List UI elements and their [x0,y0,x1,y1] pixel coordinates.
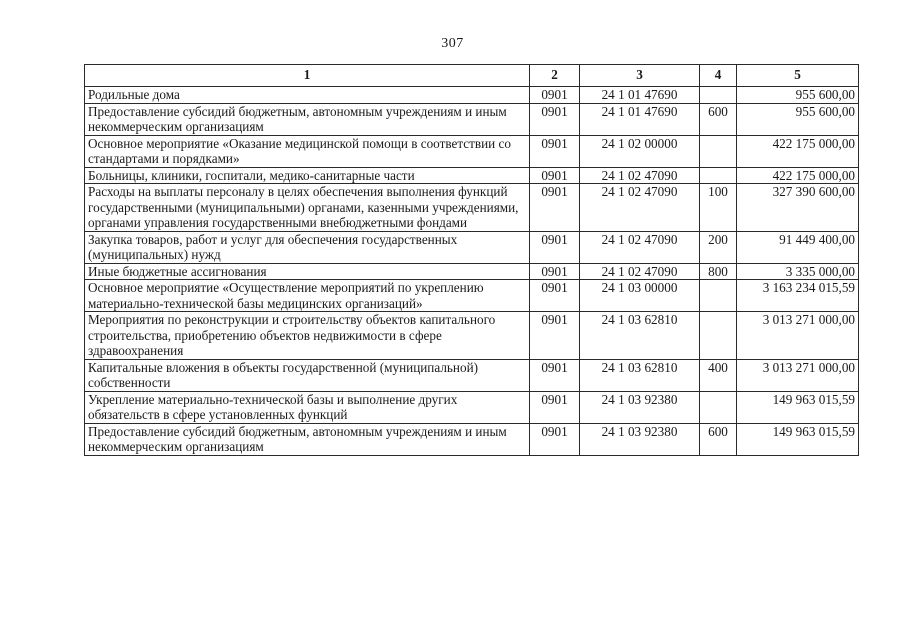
cell-amount: 3 013 271 000,00 [737,312,859,360]
cell-target-article: 24 1 03 62810 [580,359,700,391]
cell-expense-type [700,87,737,104]
table-row [85,231,859,263]
cell-target-article: 24 1 02 47090 [580,263,700,280]
cell-section-code: 0901 [530,103,580,135]
cell-amount: 422 175 000,00 [737,167,859,184]
table-body [85,87,859,456]
cell-name: Основное мероприятие «Оказание медицинской помощи в соответствии со стандартами и порядками» [85,135,530,167]
table-row [85,135,859,167]
cell-name: Иные бюджетные ассигнования [85,263,530,280]
cell-amount: 327 390 600,00 [737,184,859,232]
table-row [85,167,859,184]
cell-name: Капитальные вложения в объекты государственной (муниципальной) собственности [85,359,530,391]
cell-name: Закупка товаров, работ и услуг для обеспечения государственных (муниципальных) нужд [85,231,530,263]
cell-expense-type [700,280,737,312]
cell-section-code: 0901 [530,231,580,263]
header-col-4: 4 [700,65,737,87]
cell-expense-type: 600 [700,103,737,135]
cell-amount: 3 013 271 000,00 [737,359,859,391]
header-col-1: 1 [85,65,530,87]
cell-expense-type [700,167,737,184]
cell-target-article: 24 1 01 47690 [580,87,700,104]
table-row [85,87,859,104]
cell-section-code: 0901 [530,263,580,280]
cell-expense-type [700,312,737,360]
cell-target-article: 24 1 02 47090 [580,231,700,263]
cell-name: Расходы на выплаты персоналу в целях обеспечения выполнения функций государственными (муниципальными) органами, казенными учреждениями, органами управления государственными внебюджетными фондами [85,184,530,232]
cell-section-code: 0901 [530,391,580,423]
header-col-2: 2 [530,65,580,87]
cell-expense-type: 400 [700,359,737,391]
cell-target-article: 24 1 03 00000 [580,280,700,312]
table-row [85,359,859,391]
cell-amount: 91 449 400,00 [737,231,859,263]
table-row [85,423,859,455]
table-row [85,184,859,232]
cell-name: Родильные дома [85,87,530,104]
cell-section-code: 0901 [530,87,580,104]
cell-expense-type: 200 [700,231,737,263]
cell-target-article: 24 1 01 47690 [580,103,700,135]
table-header-row [85,65,859,87]
cell-amount: 422 175 000,00 [737,135,859,167]
cell-target-article: 24 1 02 47090 [580,184,700,232]
cell-section-code: 0901 [530,423,580,455]
cell-section-code: 0901 [530,359,580,391]
cell-section-code: 0901 [530,312,580,360]
header-col-5: 5 [737,65,859,87]
cell-target-article: 24 1 02 00000 [580,135,700,167]
cell-section-code: 0901 [530,135,580,167]
cell-target-article: 24 1 03 92380 [580,391,700,423]
cell-expense-type: 800 [700,263,737,280]
table-row [85,103,859,135]
budget-table [84,64,859,456]
table-row [85,280,859,312]
cell-section-code: 0901 [530,184,580,232]
cell-name: Предоставление субсидий бюджетным, автономным учреждениям и иным некоммерческим организациям [85,423,530,455]
cell-section-code: 0901 [530,280,580,312]
cell-amount: 149 963 015,59 [737,423,859,455]
cell-amount: 3 335 000,00 [737,263,859,280]
cell-name: Больницы, клиники, госпитали, медико-санитарные части [85,167,530,184]
cell-section-code: 0901 [530,167,580,184]
cell-amount: 149 963 015,59 [737,391,859,423]
cell-name: Укрепление материально-технической базы и выполнение других обязательств в сфере установленных функций [85,391,530,423]
cell-name: Предоставление субсидий бюджетным, автономным учреждениям и иным некоммерческим организациям [85,103,530,135]
cell-target-article: 24 1 03 62810 [580,312,700,360]
cell-name: Основное мероприятие «Осуществление мероприятий по укреплению материально-технической базы медицинских организаций» [85,280,530,312]
table-row [85,312,859,360]
cell-expense-type: 600 [700,423,737,455]
cell-amount: 3 163 234 015,59 [737,280,859,312]
header-col-3: 3 [580,65,700,87]
page-number: 307 [441,36,464,51]
table-row [85,263,859,280]
table-row [85,391,859,423]
cell-amount: 955 600,00 [737,103,859,135]
cell-target-article: 24 1 02 47090 [580,167,700,184]
cell-name: Мероприятия по реконструкции и строительству объектов капитального строительства, приобретению объектов недвижимости в сфере здравоохранения [85,312,530,360]
cell-amount: 955 600,00 [737,87,859,104]
cell-target-article: 24 1 03 92380 [580,423,700,455]
cell-expense-type [700,135,737,167]
cell-expense-type [700,391,737,423]
cell-expense-type: 100 [700,184,737,232]
